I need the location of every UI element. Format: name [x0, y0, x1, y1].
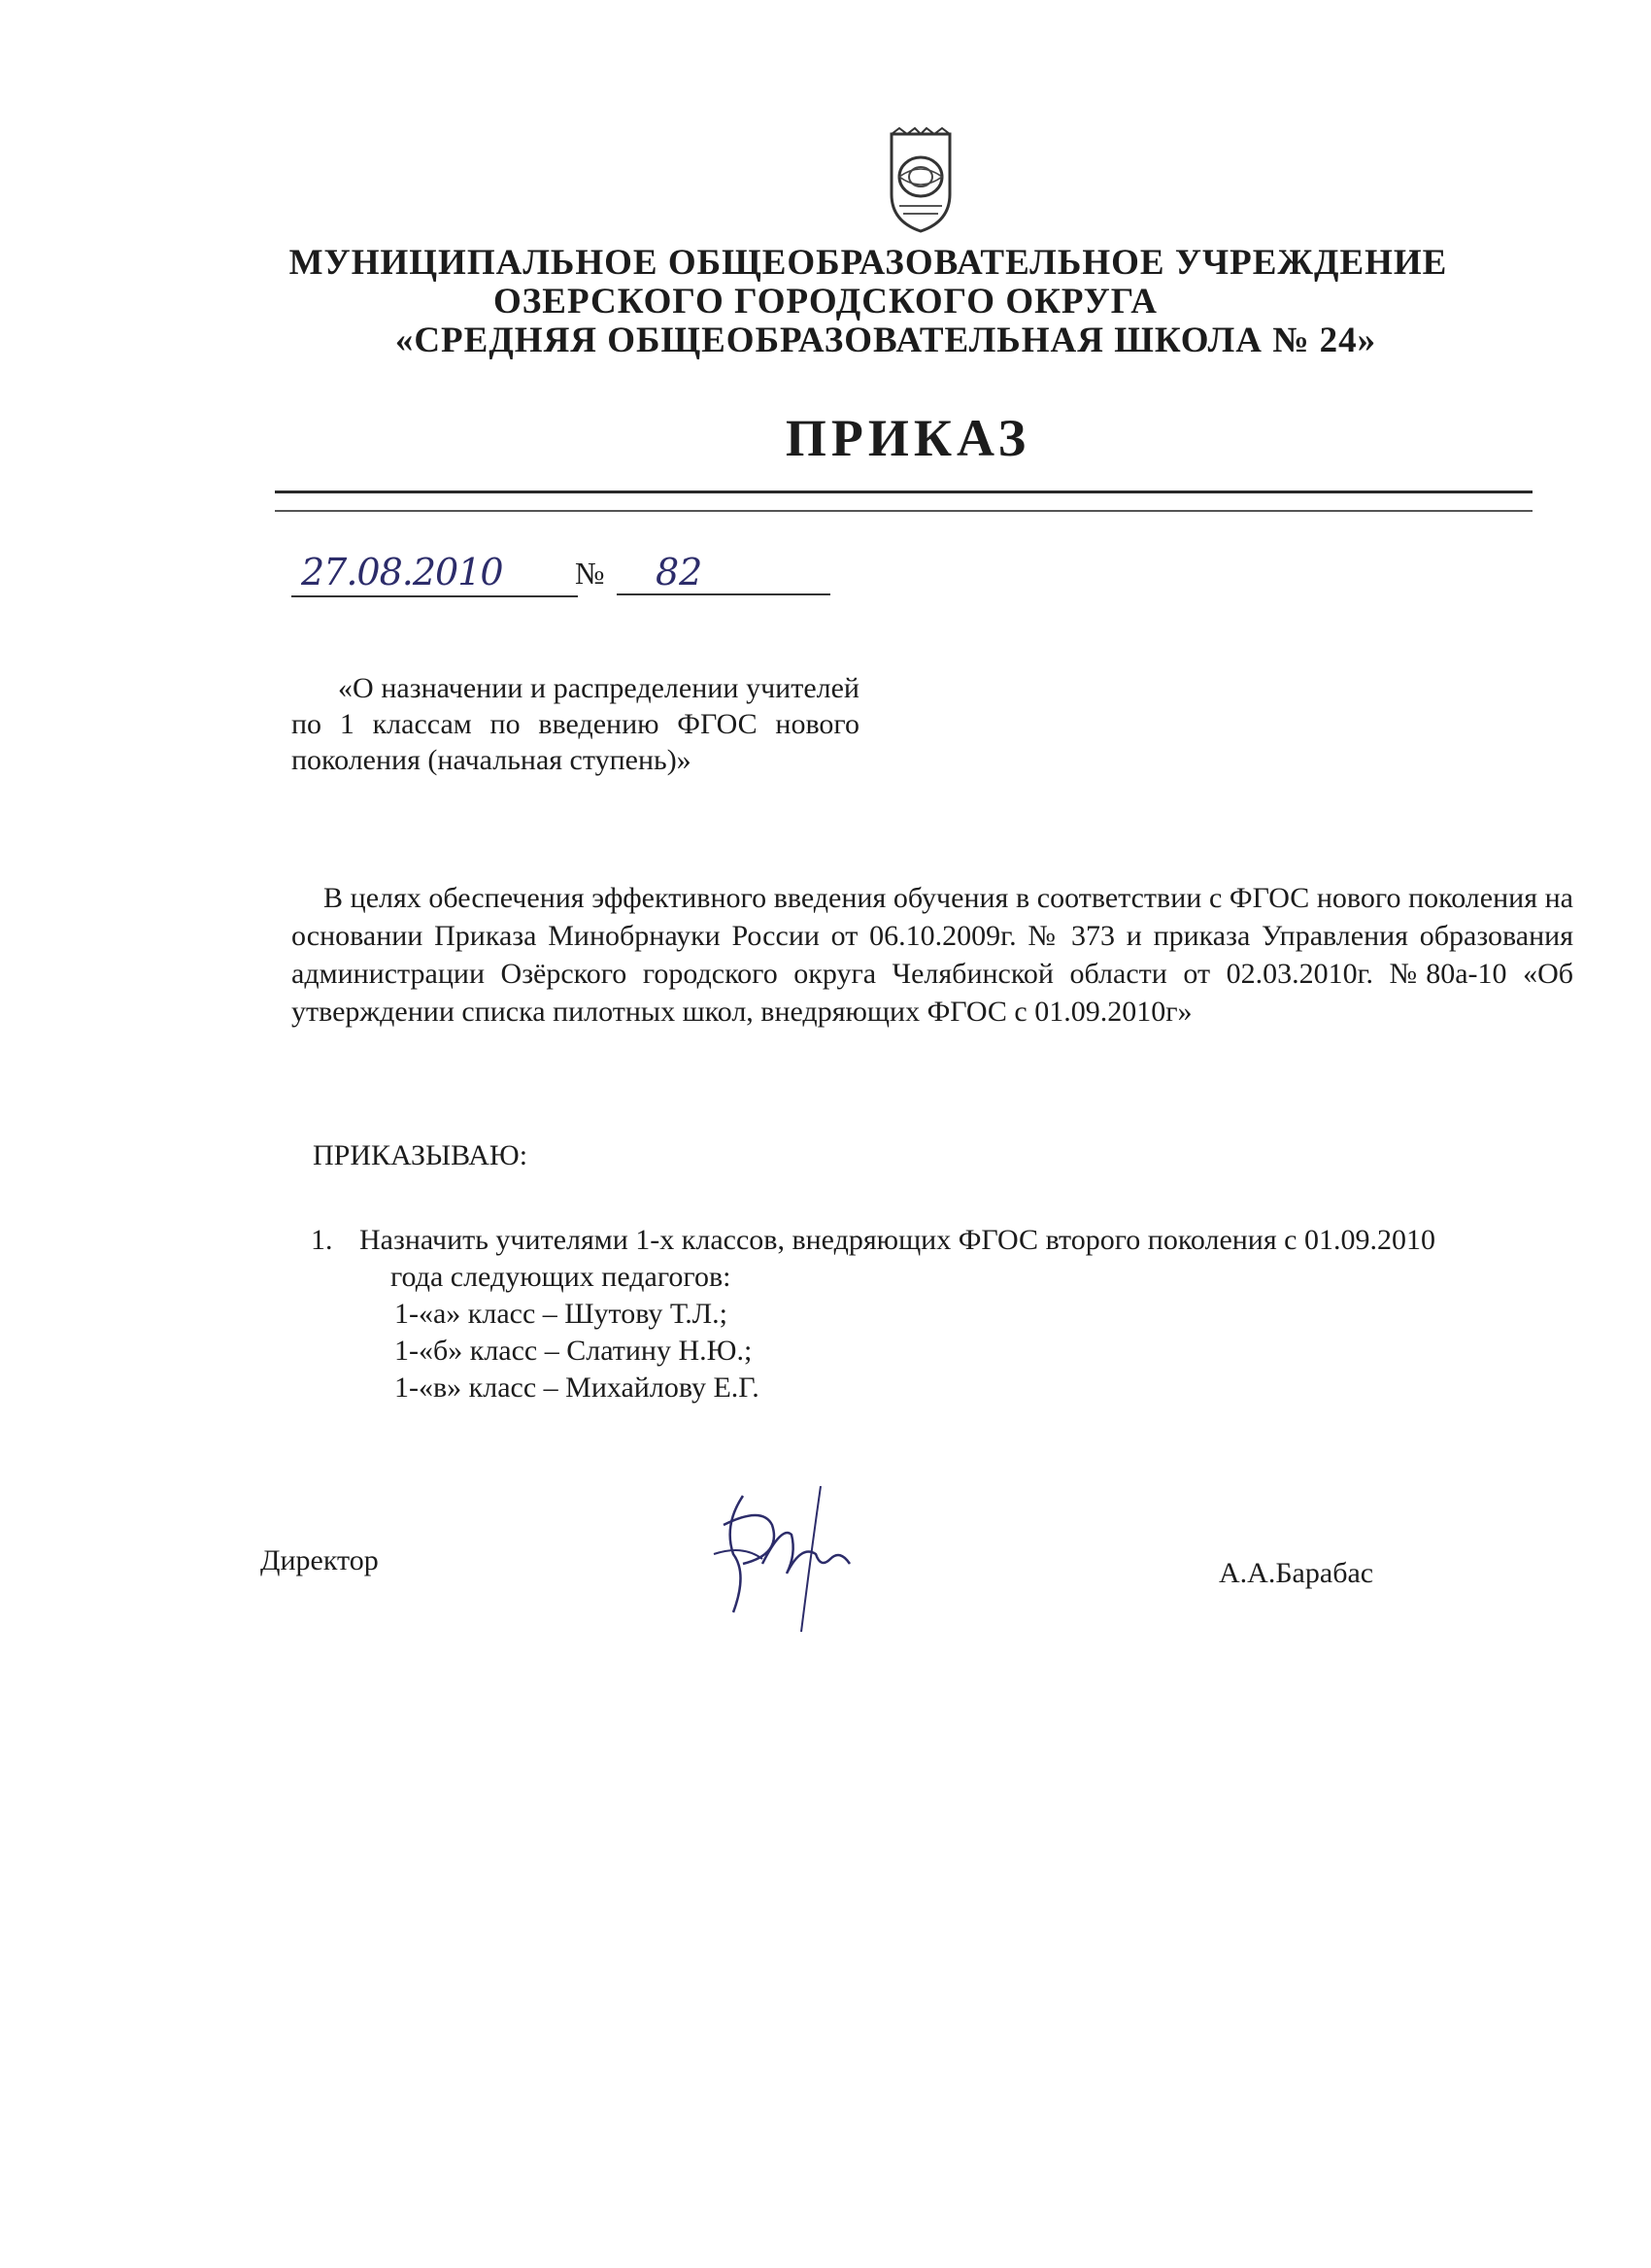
- header-rule: [275, 491, 1533, 493]
- order-number: 82: [617, 549, 830, 595]
- order-date: 27.08.2010: [291, 549, 578, 597]
- signatory-role: Директор: [260, 1544, 379, 1576]
- coat-of-arms-icon: [886, 126, 956, 235]
- teacher-line: 1-«в» класс – Михайлову Е.Г.: [394, 1371, 759, 1404]
- header-line-3: «СРЕДНЯЯ ОБЩЕОБРАЗОВАТЕЛЬНАЯ ШКОЛА № 24»: [394, 321, 1377, 360]
- preamble-paragraph: В целях обеспечения эффективного введения обучения в соответствии с ФГОС нового поколения на основании Приказа Минобрнауки России от 06.10.2009г. № 373 и приказа Управления образования администрации Озёрского городского округа Челябинской области от 02.03.2010г. №80а-10 «Об утверждении списка пилотных школ, внедряющих ФГОС с 01.09.2010г»: [291, 882, 1573, 1028]
- item-continuation: года следующих педагогов:: [390, 1261, 731, 1293]
- header-line-2: ОЗЕРСКОГО ГОРОДСКОГО ОКРУГА: [492, 282, 1158, 322]
- item-text: Назначить учителями 1-х классов, внедряющих ФГОС второго поколения с 01.09.2010: [359, 1224, 1435, 1256]
- signatory-name: А.А.Барабас: [1219, 1557, 1374, 1589]
- teacher-line: 1-«б» класс – Слатину Н.Ю.;: [394, 1335, 753, 1367]
- number-label: №: [575, 556, 605, 591]
- header-line-1: МУНИЦИПАЛЬНОЕ ОБЩЕОБРАЗОВАТЕЛЬНОЕ УЧРЕЖДЕНИЕ: [288, 243, 1448, 283]
- item-number: 1.: [311, 1224, 333, 1256]
- header-rule-thin: [275, 510, 1533, 512]
- handwritten-signature: [704, 1467, 869, 1642]
- order-word: ПРИКАЗЫВАЮ:: [313, 1139, 528, 1171]
- document-title: ПРИКАЗ: [785, 409, 1031, 467]
- teacher-line: 1-«а» класс – Шутову Т.Л.;: [394, 1298, 727, 1330]
- order-subject: «О назначении и распределении учителей по 1 классам по введению ФГОС нового поколения (начальная ступень)»: [291, 672, 859, 776]
